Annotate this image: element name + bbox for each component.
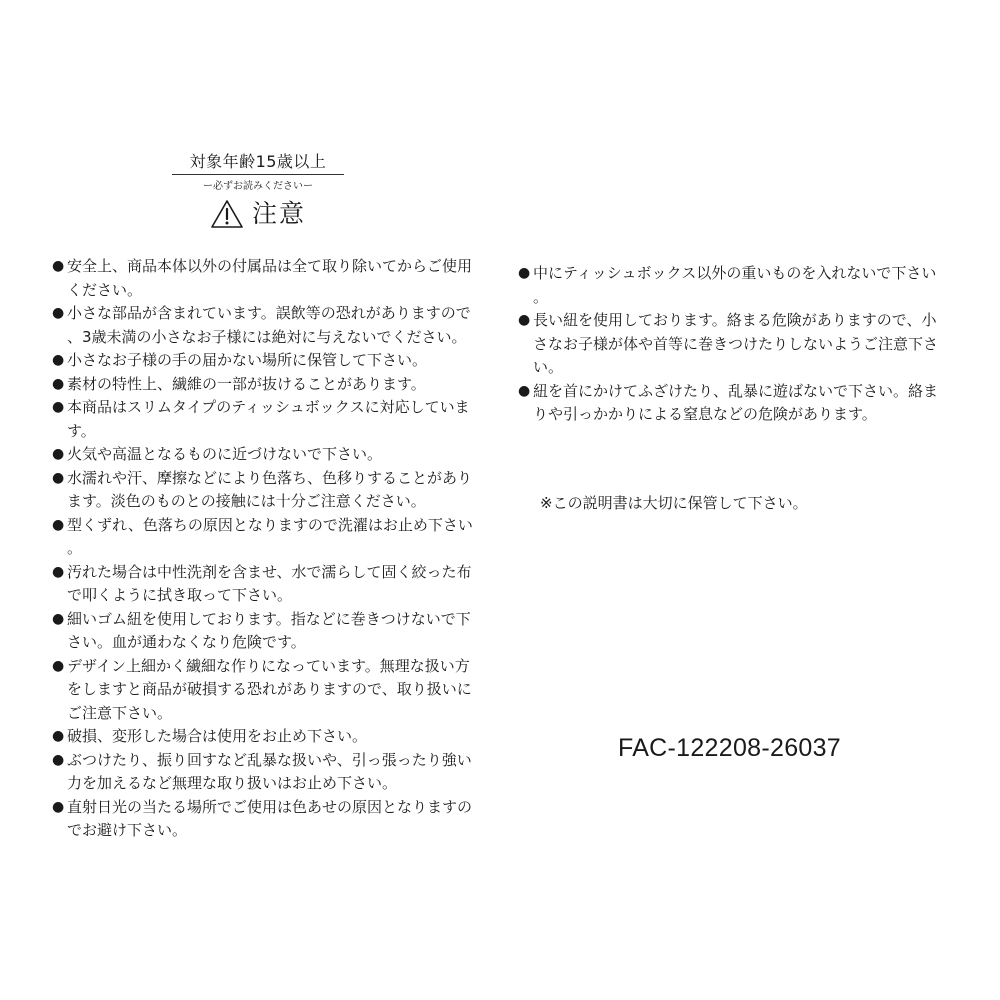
bullet-icon: ● [52,399,65,415]
caution-item [52,514,482,561]
caution-item-text: 型くずれ、色落ちの原因となりますので洗濯はお止め下さい。 [67,515,473,557]
warning-triangle-icon [210,199,244,229]
caution-item-text: 安全上、商品本体以外の付属品は全て取り除いてからご使用ください。 [67,257,473,299]
caution-item-text: 中にティッシュボックス以外の重いものを入れないで下さい。 [533,264,937,306]
must-read-label: ー必ずお読みくださいー [203,181,313,192]
bullet-icon: ● [52,798,65,815]
bullet-icon: ● [52,258,65,274]
bullet-icon: ● [52,610,65,627]
caution-item [518,380,950,427]
bullet-icon: ● [52,657,65,674]
caution-item-text: 長い紐を使用しております。絡まる危険がありますので、小さなお子様が体や首等に巻きつけたりしないようご注意下さい。 [533,311,939,376]
caution-list-left [52,255,482,843]
caution-item-text: 小さな部品が含まれています。誤飲等の恐れがありますので、3歳未満の小さなお子様には絶対に与えないでください。 [67,304,471,346]
bullet-icon: ● [518,265,531,281]
caution-item [52,561,482,608]
bullet-icon: ● [518,312,531,328]
caution-item [52,796,482,843]
caution-item [52,655,482,726]
notice-header [172,152,344,230]
caution-list-right [518,262,950,427]
caution-item [52,725,482,749]
caution-item-text: ぶつけたり、振り回すなど乱暴な扱いや、引っ張ったり強い力を加えるなど無理な取り扱いはお止め下さい。 [67,750,472,792]
keep-instructions-note: ※この説明書は大切に保管して下さい。 [540,494,808,512]
caution-item-text: 破損、変形した場合は使用をお止め下さい。 [67,727,368,745]
caution-item [52,443,482,467]
caution-item [52,749,482,796]
caution-item-text: 汚れた場合は中性洗剤を含ませ、水で濡らして固く絞った布で叩くように拭き取って下さい。 [67,562,472,604]
caution-item-text: 本商品はスリムタイプのティッシュボックスに対応しています。 [67,398,470,440]
bullet-icon: ● [52,728,65,744]
caution-title: 注意 [251,199,306,228]
bullet-icon: ● [52,751,65,768]
caution-item [518,262,950,309]
caution-item-text: デザイン上細かく繊細な作りになっています。無理な扱い方をしますと商品が破損する恐れがありますので、取り扱いにご注意下さい。 [67,656,472,722]
caution-item [52,302,482,349]
caution-item-text: 細いゴム紐を使用しております。指などに巻きつけないで下さい。血が通わなくなり危険です。 [67,609,471,651]
bullet-icon: ● [52,305,65,321]
target-age-label: 対象年齢15歳以上 [172,152,344,175]
bullet-icon: ● [52,516,65,533]
product-code: FAC-122208-26037 [618,734,842,762]
caution-item [52,396,482,443]
caution-item-text: 直射日光の当たる場所でご使用は色あせの原因となりますのでお避け下さい。 [67,797,473,839]
caution-item [52,373,482,397]
caution-item-text: 素材の特性上、繊維の一部が抜けることがあります。 [67,374,426,393]
caution-item [52,349,482,373]
caution-item-text: 紐を首にかけてふざけたり、乱暴に遊ばないで下さい。絡まりや引っかかりによる窒息などの危険があります。 [533,381,939,423]
caution-heading [172,198,344,230]
caution-item [52,608,482,655]
caution-item-text: 水濡れや汗、摩擦などにより色落ち、色移りすることがあります。淡色のものとの接触には十分ご注意ください。 [67,468,473,510]
bullet-icon: ● [52,563,65,580]
bullet-icon: ● [52,375,65,392]
caution-item [52,467,482,514]
bullet-icon: ● [52,352,65,368]
caution-item [52,255,482,302]
caution-item-text: 火気や高温となるものに近づけないで下さい。 [67,445,383,463]
caution-item-text: 小さなお子様の手の届かない場所に保管して下さい。 [67,351,428,369]
caution-item [518,309,950,380]
bullet-icon: ● [52,446,65,462]
bullet-icon: ● [52,469,65,486]
bullet-icon: ● [518,382,531,399]
